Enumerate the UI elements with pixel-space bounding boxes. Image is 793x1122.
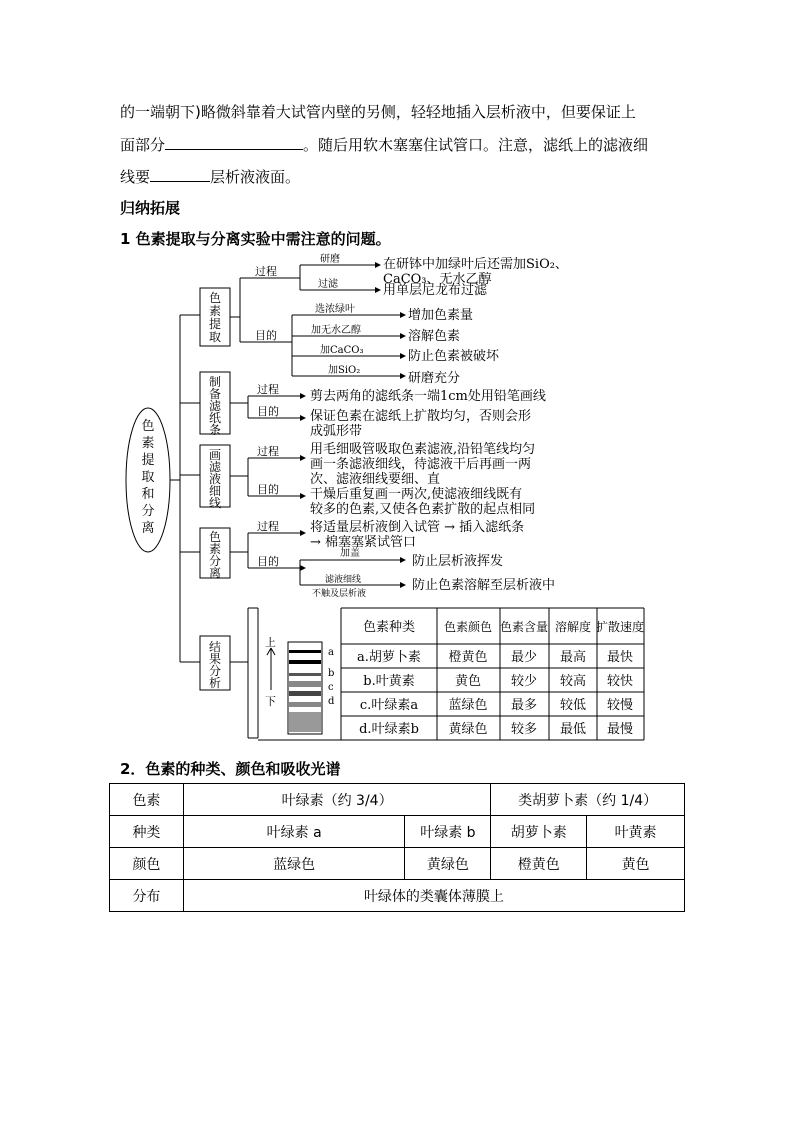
- svg-text:最快: 最快: [606, 650, 634, 665]
- svg-text:目的: 目的: [255, 329, 277, 342]
- strip-branch: [257, 382, 546, 439]
- svg-text:纸: 纸: [208, 411, 222, 425]
- table-cell: 叶绿素（约 3/4）: [183, 784, 490, 816]
- table-cell: 分布: [110, 880, 184, 912]
- extract-label: 色: [208, 291, 222, 305]
- svg-text:CaCO₃、无水乙醇: CaCO₃、无水乙醇: [383, 272, 492, 287]
- table-cell: 叶黄素: [587, 816, 685, 848]
- svg-text:加盖: 加盖: [340, 548, 360, 559]
- svg-text:色素种类: 色素种类: [362, 620, 416, 635]
- svg-text:a.胡萝卜素: a.胡萝卜素: [357, 650, 421, 665]
- root-label: [141, 419, 154, 536]
- svg-text:保证色素在滤纸上扩散均匀，否则会形: 保证色素在滤纸上扩散均匀，否则会形: [310, 409, 532, 424]
- svg-text:过程: 过程: [257, 520, 279, 533]
- strip-labels: [265, 635, 335, 708]
- svg-text:加CaCO₃: 加CaCO₃: [320, 345, 364, 356]
- pigment-table: [109, 783, 685, 912]
- svg-text:→ 棉塞塞紧试管口: → 棉塞塞紧试管口: [310, 535, 417, 550]
- table-cell: 色素: [110, 784, 184, 816]
- svg-text:加SiO₂: 加SiO₂: [328, 365, 361, 376]
- svg-text:目的: 目的: [257, 555, 279, 568]
- svg-text:最多: 最多: [510, 698, 538, 713]
- paragraph-line-2: [120, 134, 648, 155]
- svg-text:用毛细吸管吸取色素滤液,沿铅笔线均匀: 用毛细吸管吸取色素滤液,沿铅笔线均匀: [310, 442, 536, 457]
- fill-blank-2: [150, 166, 210, 182]
- svg-text:蓝绿色: 蓝绿色: [448, 698, 488, 713]
- svg-text:和: 和: [141, 487, 155, 502]
- svg-text:加无水乙醇: 加无水乙醇: [311, 325, 361, 336]
- svg-text:扩散速度: 扩散速度: [595, 620, 645, 634]
- svg-text:较多: 较多: [510, 722, 538, 737]
- text: 。随后用软木塞塞住试管口。注意，滤纸上的滤液细: [303, 136, 649, 154]
- table-row: [110, 880, 685, 912]
- svg-text:素: 素: [208, 542, 222, 556]
- svg-text:目的: 目的: [257, 483, 279, 496]
- paragraph-line-3: [120, 166, 300, 187]
- svg-text:不触及层析液: 不触及层析液: [312, 589, 367, 599]
- table-row: [110, 816, 685, 848]
- table-cell: 类胡萝卜素（约 1/4）: [491, 784, 685, 816]
- svg-text:在研钵中加绿叶后还需加SiO₂、: 在研钵中加绿叶后还需加SiO₂、: [383, 257, 568, 272]
- table-cell: 叶绿素 a: [183, 816, 405, 848]
- svg-text:研磨充分: 研磨充分: [408, 371, 461, 386]
- svg-text:备: 备: [208, 387, 222, 401]
- fill-blank-1: [165, 134, 303, 150]
- svg-text:分: 分: [208, 664, 222, 678]
- svg-text:液: 液: [208, 472, 222, 486]
- svg-text:过滤: 过滤: [318, 279, 338, 290]
- svg-text:剪去两角的滤纸条一端1cm处用铅笔画线: 剪去两角的滤纸条一端1cm处用铅笔画线: [310, 389, 546, 404]
- svg-text:提: 提: [141, 453, 155, 468]
- svg-text:防止层析液挥发: 防止层析液挥发: [412, 554, 504, 569]
- svg-text:素: 素: [141, 436, 155, 451]
- svg-text:d.叶绿素b: d.叶绿素b: [359, 722, 419, 737]
- svg-text:滤液细线: 滤液细线: [325, 575, 362, 585]
- svg-text:成弧形带: 成弧形带: [310, 424, 363, 439]
- svg-text:离: 离: [208, 566, 222, 580]
- svg-text:黄绿色: 黄绿色: [448, 722, 488, 737]
- svg-text:过程: 过程: [255, 265, 277, 278]
- svg-text:果: 果: [208, 652, 222, 666]
- svg-text:a: a: [328, 647, 334, 658]
- svg-text:条: 条: [208, 423, 222, 437]
- svg-text:研磨: 研磨: [320, 254, 340, 265]
- svg-text:溶解度: 溶解度: [554, 620, 592, 634]
- svg-text:过程: 过程: [257, 383, 279, 396]
- svg-text:滤: 滤: [208, 460, 222, 474]
- svg-text:c: c: [328, 682, 334, 693]
- svg-text:色素颜色: 色素颜色: [443, 620, 493, 634]
- table-cell: 胡萝卜素: [491, 816, 587, 848]
- svg-text:b.叶黄素: b.叶黄素: [363, 674, 415, 689]
- svg-text:较少: 较少: [510, 674, 538, 689]
- svg-text:d: d: [328, 696, 335, 707]
- svg-text:橙黄色: 橙黄色: [448, 650, 488, 665]
- pigment-bands: [289, 650, 321, 732]
- svg-text:离: 离: [141, 521, 155, 536]
- svg-text:线: 线: [208, 496, 222, 510]
- table-cell: 叶绿素 b: [405, 816, 491, 848]
- svg-text:细: 细: [208, 484, 222, 498]
- extract-branch: [255, 252, 568, 386]
- svg-text:防止色素溶解至层析液中: 防止色素溶解至层析液中: [412, 578, 556, 593]
- result-table: [357, 619, 644, 737]
- svg-text:素: 素: [208, 304, 222, 318]
- paragraph-line-1: 的一端朝下)略微斜靠着大试管内壁的另侧，轻轻地插入层析液中，但要保证上: [120, 103, 636, 121]
- svg-text:较慢: 较慢: [606, 698, 634, 713]
- svg-text:最高: 最高: [559, 650, 587, 665]
- svg-text:分: 分: [208, 554, 222, 568]
- svg-text:将适量层析液倒入试管 → 插入滤纸条: 将适量层析液倒入试管 → 插入滤纸条: [310, 520, 525, 535]
- table-cell: 叶绿体的类囊体薄膜上: [183, 880, 684, 912]
- svg-text:色素含量: 色素含量: [499, 620, 549, 634]
- svg-text:画一条滤液细线，待滤液干后再画一两: 画一条滤液细线，待滤液干后再画一两: [310, 457, 532, 472]
- svg-text:最低: 最低: [559, 722, 587, 737]
- svg-text:黄色: 黄色: [454, 674, 482, 689]
- svg-text:干燥后重复画一两次,使滤液细线既有: 干燥后重复画一两次,使滤液细线既有: [310, 487, 523, 502]
- svg-text:溶解色素: 溶解色素: [408, 329, 461, 344]
- text: 线要: [120, 168, 151, 186]
- draw-branch: [257, 441, 535, 517]
- heading-summary: 归纳拓展: [120, 199, 181, 217]
- heading-section-2: 2．色素的种类、颜色和吸收光谱: [120, 760, 341, 778]
- svg-text:取: 取: [141, 470, 155, 485]
- svg-text:上: 上: [265, 636, 276, 649]
- svg-text:较高: 较高: [559, 674, 587, 689]
- svg-text:较多的色素,又使各色素扩散的起点相同: 较多的色素,又使各色素扩散的起点相同: [310, 502, 536, 517]
- svg-text:滤: 滤: [208, 399, 222, 413]
- result-label: 结: [208, 640, 222, 654]
- svg-text:较低: 较低: [559, 698, 587, 713]
- svg-text:目的: 目的: [257, 405, 279, 418]
- heading-section-1: 1 色素提取与分离实验中需注意的问题。: [120, 230, 391, 248]
- svg-text:防止色素被破坏: 防止色素被破坏: [408, 349, 500, 364]
- draw-label: 画: [208, 448, 222, 462]
- svg-text:增加色素量: 增加色素量: [408, 308, 474, 323]
- svg-text:最慢: 最慢: [606, 722, 634, 737]
- table-cell: 黄绿色: [405, 848, 491, 880]
- text: 面部分: [120, 136, 166, 154]
- svg-text:用单层尼龙布过滤: 用单层尼龙布过滤: [383, 283, 488, 298]
- svg-text:选浓绿叶: 选浓绿叶: [315, 304, 355, 315]
- svg-text:分: 分: [141, 504, 155, 519]
- table-cell: 种类: [110, 816, 184, 848]
- svg-text:下: 下: [265, 695, 276, 708]
- category-labels: [209, 291, 222, 690]
- svg-text:最少: 最少: [510, 650, 538, 665]
- separate-label: 色: [208, 530, 222, 544]
- svg-text:过程: 过程: [257, 445, 279, 458]
- svg-text:提: 提: [208, 317, 222, 331]
- svg-text:b: b: [328, 668, 335, 679]
- table-cell: 颜色: [110, 848, 184, 880]
- strip-label: 制: [208, 375, 222, 389]
- text: 层析液液面。: [210, 168, 301, 186]
- table-cell: 蓝绿色: [183, 848, 405, 880]
- table-cell: 黄色: [587, 848, 685, 880]
- table-row: [110, 848, 685, 880]
- svg-text:色: 色: [141, 419, 155, 434]
- table-cell: 橙黄色: [491, 848, 587, 880]
- svg-text:次、滤液细线要细、直: 次、滤液细线要细、直: [310, 472, 441, 487]
- concept-diagram: [0, 250, 793, 750]
- svg-text:取: 取: [208, 330, 222, 344]
- table-row: [110, 784, 685, 816]
- svg-text:较快: 较快: [606, 674, 634, 689]
- svg-text:析: 析: [208, 676, 222, 690]
- svg-text:c.叶绿素a: c.叶绿素a: [359, 698, 419, 713]
